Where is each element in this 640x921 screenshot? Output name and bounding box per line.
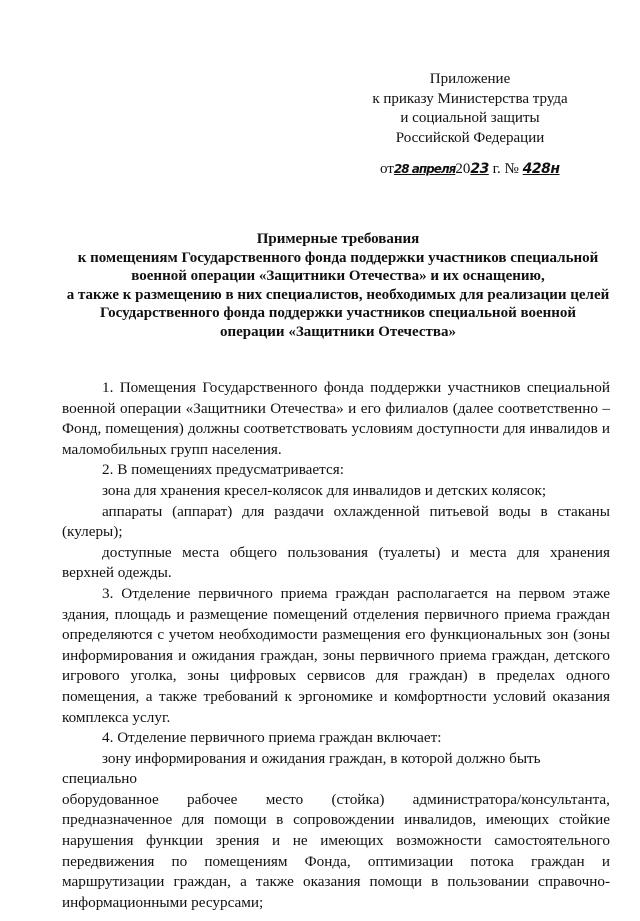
appendix-block	[360, 70, 580, 148]
document-body	[62, 378, 610, 913]
order-prefix: от	[380, 161, 394, 177]
appendix-line: к приказу Министерства труда	[372, 90, 568, 107]
paragraph-2-item: зона для хранения кресел-колясок для инвалидов и детских колясок;	[102, 481, 547, 499]
title-line: операции «Защитники Отечества»	[220, 323, 456, 340]
handwritten-number: 428н	[522, 161, 560, 177]
paragraph-2-item: аппараты (аппарат) для раздачи охлажденной питьевой воды в стаканы (кулеры);	[62, 502, 610, 541]
paragraph-2: 2. В помещениях предусматривается:	[102, 461, 344, 479]
appendix-line: и социальной защиты	[400, 110, 540, 126]
title-line: военной операции «Защитники Отечества» и их оснащению,	[131, 268, 545, 285]
paragraph-2-item: доступные места общего пользования (туалеты) и места для хранения верхней одежды.	[62, 543, 610, 582]
spread-word: место	[265, 790, 304, 808]
order-year-prefix: 20	[455, 161, 471, 177]
title-line: Государственного фонда поддержки участников специальной военной	[99, 305, 577, 322]
appendix-line: Российской Федерации	[395, 129, 545, 146]
title-line: к помещениям Государственного фонда поддержки участников специальной	[77, 249, 599, 266]
order-mid: г. №	[492, 161, 519, 177]
paragraph-4-item-rest: предназначенное для помощи в сопровождении инвалидов, имеющих стойкие нарушения функции зрения и не имеющих возможности самостоятельного передвижения по помещениям Фонда, оптимизации потока граждан и маршрутизации граждан, а также оказания помощи в пользовании справочно-информационными ресурсами;	[62, 811, 610, 911]
spread-word: оборудованное	[62, 790, 159, 808]
paragraph-4-item-first-line: зону информирования и ожидания граждан, в которой должно быть специально	[62, 749, 541, 788]
paragraph-4: 4. Отделение первичного приема граждан включает:	[102, 729, 442, 747]
document-title	[58, 230, 618, 342]
spread-word: администратора/консультанта,	[412, 790, 610, 808]
paragraph-3: 3. Отделение первичного приема граждан располагается на первом этаже здания, площадь и размещение помещений отделения первичного приема граждан определяются с учетом необходимости размещения его функциональных зон (зоны информирования и ожидания граждан, зоны первичного приема граждан, детского игрового уголка, зоны цифровых сервисов для граждан) в пределах одного помещения, а также требований к эргономике и комфортности условий оказания комплекса услуг.	[62, 584, 610, 726]
title-line: а также к размещению в них специалистов, необходимых для реализации целей	[66, 286, 610, 303]
paragraph-1: 1. Помещения Государственного фонда поддержки участников специальной военной операции «Защитники Отечества» и его филиалов (далее соответственно – Фонд, помещения) должны соответствовать условиям доступности для инвалидов и маломобильных групп населения.	[62, 379, 610, 458]
spread-word: (стойка)	[331, 790, 385, 808]
title-line: Примерные требования	[256, 231, 420, 247]
paragraph-4-item-spread-line	[62, 790, 610, 811]
order-reference	[380, 161, 560, 178]
handwritten-year: 23	[470, 161, 489, 177]
handwritten-date: 28 апреля	[393, 162, 456, 176]
appendix-line: Приложение	[429, 71, 511, 87]
spread-word: рабочее	[187, 790, 238, 808]
